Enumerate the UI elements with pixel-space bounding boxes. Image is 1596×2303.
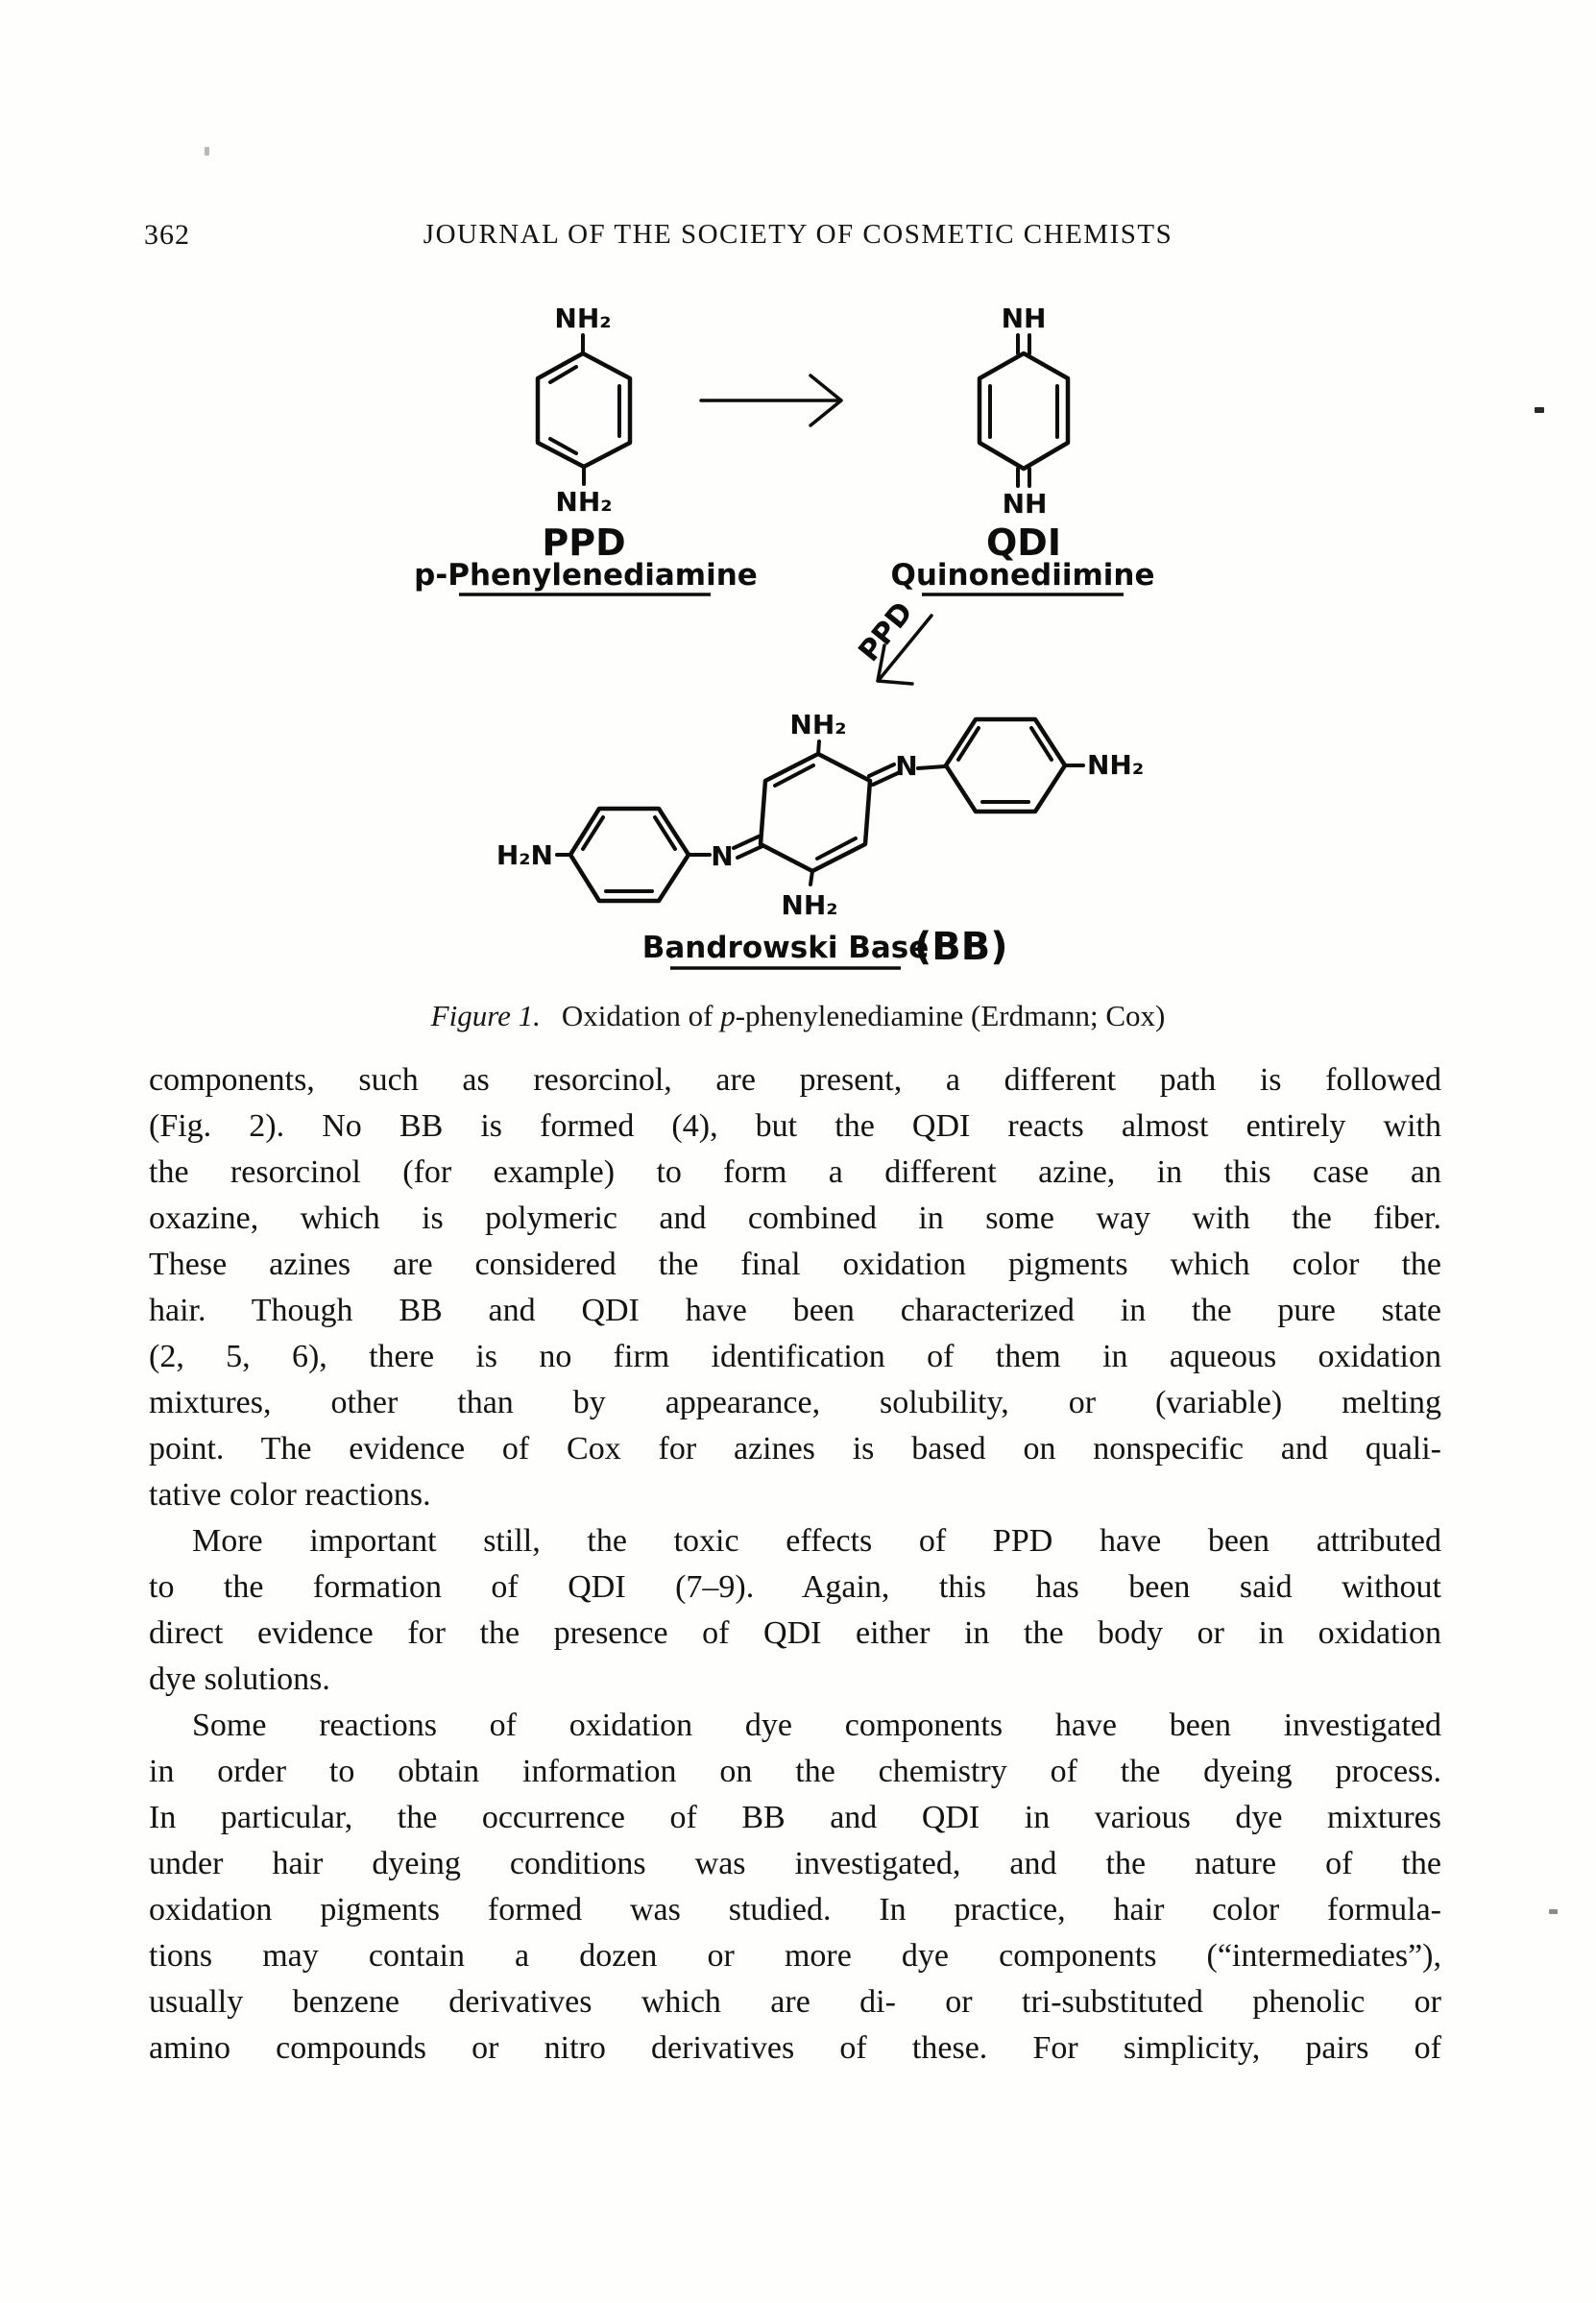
body-line: point. The evidence of Cox for azines is based on nonspecific and quali- [149,1431,1441,1467]
body-line: in order to obtain information on the chemistry of the dyeing process. [149,1754,1441,1789]
imine-label: NH [1001,303,1047,334]
figure-caption-text: Oxidation of [561,999,721,1032]
qdi-name-label: Quinonediimine [890,558,1155,593]
imine-label: NH [1002,488,1048,520]
body-line: to the formation of QDI (7–9). Again, this has been said without [149,1569,1441,1605]
bb-name-label: Bandrowski Base [641,931,930,965]
body-line: These azines are considered the final oxidation pigments which color the [149,1247,1441,1282]
body-line: components, such as resorcinol, are present, a different path is followed [149,1062,1441,1098]
benzene-ring [946,719,1065,812]
reaction-arrow-icon [701,376,841,425]
benzene-ring [570,809,689,901]
ppd-name-label: p-Phenylenediamine [414,558,758,593]
amine-label: NH₂ [555,486,613,518]
article-body [149,1057,1441,2072]
body-line: oxazine, which is polymeric and combined in some way with the fiber. [149,1200,1441,1236]
body-line: dye solutions. [149,1661,330,1697]
body-line: (2, 5, 6), there is no firm identification of them in aqueous oxidation [149,1339,1441,1374]
qdi-abbr-label: QDI [986,521,1061,564]
body-line: tative color reactions. [149,1477,431,1513]
nitrogen-label: N [711,840,734,872]
figure-caption [0,999,1596,1033]
page-number: 362 [144,219,190,251]
journal-header: JOURNAL OF THE SOCIETY OF COSMETIC CHEMISTS [423,219,1173,250]
body-line: under hair dyeing conditions was investigated, and the nature of the [149,1846,1441,1881]
nitrogen-label: N [895,750,918,782]
body-line: In particular, the occurrence of BB and QDI in various dye mixtures [149,1800,1441,1835]
body-line: oxidation pigments formed was studied. In practice, hair color formula- [149,1892,1441,1927]
amine-label: H₂N [496,839,553,871]
body-line: More important still, the toxic effects of PPD have been attributed [192,1523,1441,1559]
figure-caption-label: Figure 1. [430,999,541,1032]
amine-label: NH₂ [1087,749,1145,781]
figure-caption-text: -phenylenediamine (Erdmann; Cox) [735,999,1166,1032]
bb-abbr-label: (BB) [914,925,1008,969]
central-quinoid-ring [761,754,870,871]
amine-label: NH₂ [554,303,612,334]
body-line: usually benzene derivatives which are di- or tri-substituted phenolic or [149,1984,1441,2020]
body-line: (Fig. 2). No BB is formed (4), but the QDI reacts almost entirely with [149,1108,1441,1144]
quinoid-ring [979,353,1068,469]
body-line: Some reactions of oxidation dye components have been investigated [192,1708,1441,1743]
ppd-addition-arrow-icon [852,595,931,684]
amine-label: NH₂ [781,889,838,921]
qdi-structure [891,303,1155,594]
body-line: mixtures, other than by appearance, solubility, or (variable) melting [149,1385,1441,1420]
body-line: direct evidence for the presence of QDI either in the body or in oxidation [149,1615,1441,1651]
diag-arrow-label: PPD [852,595,920,668]
figure-caption-italic-p: p [720,999,736,1032]
body-line: hair. Though BB and QDI have been characterized in the pure state [149,1293,1441,1328]
amine-label: NH₂ [789,709,847,740]
ppd-abbr-label: PPD [542,521,626,564]
ppd-structure [414,303,758,594]
body-line: the resorcinol (for example) to form a different azine, in this case an [149,1154,1441,1190]
body-line: amino compounds or nitro derivatives of these. For simplicity, pairs of [149,2030,1441,2066]
body-line: tions may contain a dozen or more dye components (“intermediates”), [149,1938,1441,1974]
bandrowski-base-structure [496,709,1144,969]
benzene-ring [538,353,630,467]
